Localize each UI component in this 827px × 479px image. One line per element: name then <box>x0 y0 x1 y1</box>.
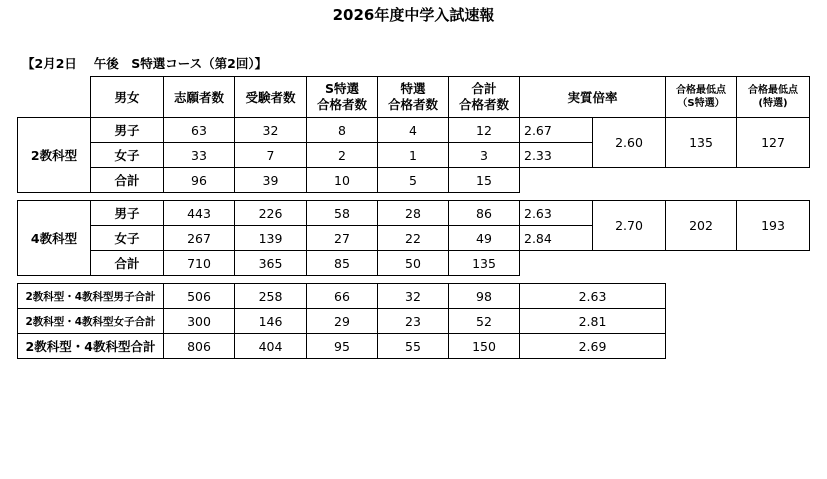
cell-total-pass: 15 <box>449 168 520 193</box>
header-ratio: 実質倍率 <box>520 77 666 118</box>
cell-applicants: 267 <box>164 226 235 251</box>
header-t-pass <box>378 77 449 118</box>
header-min-score-t-line2: (特選) <box>758 98 788 109</box>
cell-applicants: 506 <box>164 284 235 309</box>
cell-ratio: 2.63 <box>520 201 593 226</box>
cell-total-pass: 52 <box>449 309 520 334</box>
cell-s-pass: 95 <box>307 334 378 359</box>
cell-applicants: 806 <box>164 334 235 359</box>
header-t-pass-line1: 特選 <box>400 81 426 96</box>
header-gender: 男女 <box>91 77 164 118</box>
header-total-pass <box>449 77 520 118</box>
cell-min-score-t: 193 <box>737 201 810 251</box>
cell-s-pass: 2 <box>307 143 378 168</box>
cell-total-pass: 98 <box>449 284 520 309</box>
header-min-score-t <box>737 77 810 118</box>
cell-s-pass: 29 <box>307 309 378 334</box>
cell-ratio: 2.63 <box>520 284 666 309</box>
cell-examinees: 258 <box>235 284 307 309</box>
exam-session-subtitle: 【2月2日 午後 S特選コース（第2回）】 <box>22 56 268 71</box>
cell-examinees: 146 <box>235 309 307 334</box>
cell-ratio: 2.67 <box>520 118 593 143</box>
cell-s-pass: 10 <box>307 168 378 193</box>
group-label: 2教科型 <box>18 118 91 193</box>
cell-t-pass: 4 <box>378 118 449 143</box>
cell-examinees: 39 <box>235 168 307 193</box>
cell-min-score-t: 127 <box>737 118 810 168</box>
cell-ratio-total: 2.60 <box>593 118 666 168</box>
cell-examinees: 404 <box>235 334 307 359</box>
header-min-score-s <box>666 77 737 118</box>
cell-s-pass: 66 <box>307 284 378 309</box>
header-min-score-s-line2: （S特選） <box>677 98 725 109</box>
cell-ratio: 2.84 <box>520 226 593 251</box>
row-sex: 男子 <box>91 201 164 226</box>
empty-cell <box>520 251 810 276</box>
cell-t-pass: 22 <box>378 226 449 251</box>
header-s-pass-line2: 合格者数 <box>316 97 367 112</box>
row-sex: 女子 <box>91 143 164 168</box>
cell-ratio: 2.33 <box>520 143 593 168</box>
cell-s-pass: 85 <box>307 251 378 276</box>
page-title: 2026年度中学入試速報 <box>332 6 495 24</box>
cell-s-pass: 27 <box>307 226 378 251</box>
cell-t-pass: 32 <box>378 284 449 309</box>
header-total-pass-line2: 合格者数 <box>458 97 509 112</box>
cell-t-pass: 50 <box>378 251 449 276</box>
header-applicants: 志願者数 <box>164 77 235 118</box>
row-sex: 合計 <box>91 168 164 193</box>
cell-examinees: 226 <box>235 201 307 226</box>
cell-s-pass: 58 <box>307 201 378 226</box>
header-min-score-s-line1: 合格最低点 <box>676 85 726 96</box>
cell-applicants: 63 <box>164 118 235 143</box>
header-min-score-t-line1: 合格最低点 <box>748 85 798 96</box>
cell-total-pass: 150 <box>449 334 520 359</box>
cell-ratio: 2.81 <box>520 309 666 334</box>
combined-row-label: 2教科型・4教科型合計 <box>18 334 164 359</box>
cell-t-pass: 1 <box>378 143 449 168</box>
cell-applicants: 96 <box>164 168 235 193</box>
header-s-pass <box>307 77 378 118</box>
cell-min-score-s: 202 <box>666 201 737 251</box>
cell-examinees: 139 <box>235 226 307 251</box>
cell-total-pass: 3 <box>449 143 520 168</box>
cell-examinees: 365 <box>235 251 307 276</box>
cell-t-pass: 23 <box>378 309 449 334</box>
cell-total-pass: 86 <box>449 201 520 226</box>
cell-ratio: 2.69 <box>520 334 666 359</box>
two-subject-table <box>17 117 810 193</box>
cell-s-pass: 8 <box>307 118 378 143</box>
cell-examinees: 7 <box>235 143 307 168</box>
header-table <box>90 76 810 118</box>
cell-min-score-s: 135 <box>666 118 737 168</box>
cell-applicants: 443 <box>164 201 235 226</box>
header-total-pass-line1: 合計 <box>471 81 497 96</box>
header-t-pass-line2: 合格者数 <box>387 97 438 112</box>
four-subject-table <box>17 200 810 276</box>
cell-ratio-total: 2.70 <box>593 201 666 251</box>
combined-row-label: 2教科型・4教科型男子合計 <box>18 284 164 309</box>
header-s-pass-line1: S特選 <box>324 81 359 96</box>
cell-total-pass: 49 <box>449 226 520 251</box>
header-examinees: 受験者数 <box>235 77 307 118</box>
cell-t-pass: 5 <box>378 168 449 193</box>
row-sex: 合計 <box>91 251 164 276</box>
cell-total-pass: 135 <box>449 251 520 276</box>
cell-examinees: 32 <box>235 118 307 143</box>
row-sex: 男子 <box>91 118 164 143</box>
cell-applicants: 300 <box>164 309 235 334</box>
cell-applicants: 710 <box>164 251 235 276</box>
cell-total-pass: 12 <box>449 118 520 143</box>
group-label: 4教科型 <box>18 201 91 276</box>
cell-t-pass: 28 <box>378 201 449 226</box>
combined-table <box>17 283 666 359</box>
cell-t-pass: 55 <box>378 334 449 359</box>
combined-row-label: 2教科型・4教科型女子合計 <box>18 309 164 334</box>
cell-applicants: 33 <box>164 143 235 168</box>
empty-cell <box>520 168 810 193</box>
row-sex: 女子 <box>91 226 164 251</box>
